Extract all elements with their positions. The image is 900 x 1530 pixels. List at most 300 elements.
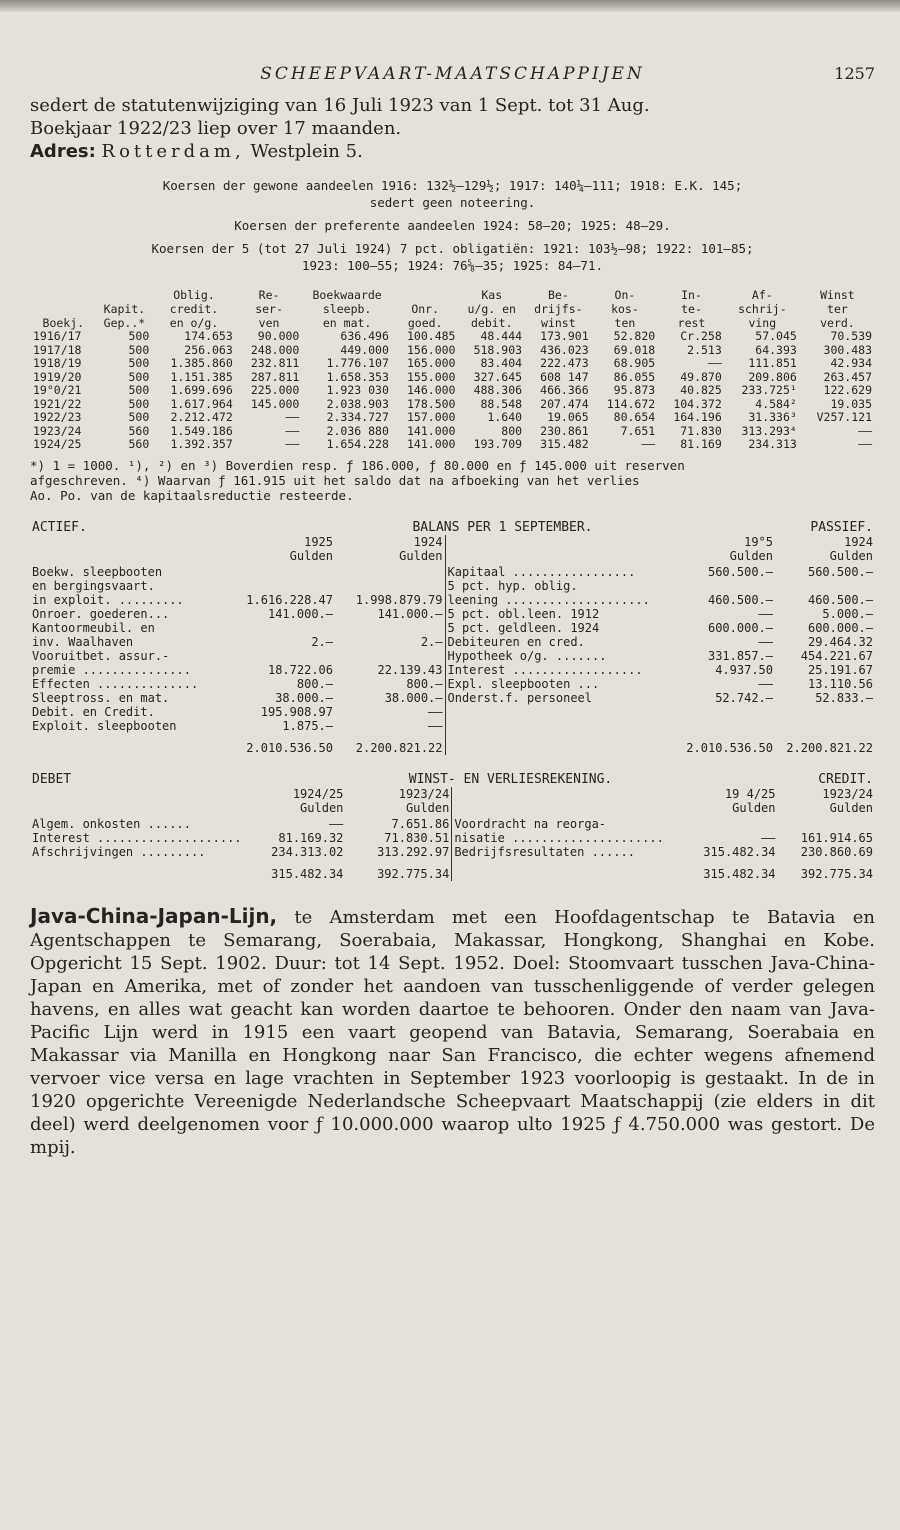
ledger-row: [30, 845, 875, 859]
ledger-amount: [680, 719, 775, 733]
table-cell: 155.000: [407, 369, 456, 384]
table-cell: 234.313: [748, 437, 797, 451]
ledger-amount: 1.616.228.47: [246, 592, 333, 607]
table-cell: 2.513: [687, 342, 722, 357]
ledger-amount: 52.742.—: [715, 690, 773, 705]
ledger-row: [30, 719, 875, 733]
ledger-amount: [230, 565, 335, 579]
ledger-amount: ——: [758, 606, 773, 621]
profit-loss-account: [30, 773, 875, 881]
column-header: Re-: [258, 288, 280, 302]
table-cell: 19.035: [830, 396, 872, 411]
price-quotes: [30, 177, 875, 274]
ledger-amount: 1.998.879.79: [355, 592, 443, 607]
company-name: Java-China-Japan-Lijn,: [30, 903, 278, 928]
footnote: *) 1 = 1000. ¹), ²) en ³) Boverdien resp. ƒ 186.000, ƒ 80.000 en ƒ 145.000 uit reserven: [30, 457, 685, 473]
table-cell: 500: [128, 329, 150, 343]
table-cell: 327.645: [473, 369, 523, 384]
table-cell: 104.372: [673, 396, 722, 411]
ledger-row: [30, 579, 875, 593]
footnotes: [30, 458, 875, 503]
credit-title: CREDIT.: [818, 771, 873, 787]
ledger-row: [30, 691, 875, 705]
ledger-row: [30, 663, 875, 677]
table-cell: ——: [285, 423, 300, 438]
column-header: drijfs-: [534, 302, 583, 316]
column-header: u/g. en: [467, 302, 516, 316]
table-cell: 4.584²: [755, 396, 797, 411]
description-text: te Amsterdam met een Hoofdagentschap te Batavia en Agentschappen te Semarang, Soerabaia, Makassar, Hongkong, Shanghai en Kobe. Opgericht 15 Sept. 1902. Duur: tot 14 Sept. 1952. Doel: Stoomvaart tusschen Java-China-Japan en Amerika, met of zonder het aandoen van tusschenliggende of verder gelegen havens, en alles wat geacht kan worden daartoe te behooren. Onder den naam van Java-Pacific Lijn werd in 1915 een vaart geopend van Batavia, Semarang, Soerabaia en Makassar via Manilla en Hongkong naar San Francisco, die echter wegens afnemend vervoer vice versa en lage vrachten in September 1923 voorloopig is gestaakt. In de in 1920 opgerichte Vereenigde Nederlandsche Scheepvaart Maatschappij (zie elders in dit deel) werd deelgenomen voor ƒ 10.000.000 waarop ulto 1925 ƒ 4.750.000 was gestort. De mpij.: [30, 906, 875, 1158]
total: 2.010.536.50: [686, 740, 773, 755]
column-header: kos-: [611, 302, 639, 316]
ledger-amount: 161.914.65: [800, 830, 873, 845]
table-cell: 500: [128, 410, 150, 424]
year: 1924/25 Gulden: [292, 786, 344, 815]
ledger-row: [30, 817, 875, 831]
ledger-item: in exploit. .........: [32, 592, 184, 607]
table-cell: 156.000: [407, 342, 456, 357]
balance-totals: [30, 733, 875, 755]
table-cell: 1.640: [487, 410, 523, 424]
ledger-amount: 195.908.97: [260, 704, 333, 719]
ledger-amount: [775, 579, 875, 593]
table-cell: 233.725¹: [741, 383, 797, 397]
table-cell: 2.334.727: [326, 410, 389, 424]
column-header: sleepb.: [322, 302, 372, 316]
ledger-amount: [335, 579, 445, 593]
address-city: Rotterdam,: [101, 141, 245, 162]
column-header: rest: [677, 316, 706, 330]
ledger-item: [445, 719, 680, 733]
table-cell: 31.336³: [748, 410, 797, 424]
ledger-item: [445, 705, 680, 719]
table-cell: 174.653: [184, 329, 233, 343]
ledger-item: Vooruitbet. assur.-: [32, 648, 170, 663]
year: 1923/24 Gulden: [398, 786, 450, 815]
intro-line-1: sedert de statutenwijziging van 16 Juli 1923 van 1 Sept. tot 31 Aug.: [30, 95, 650, 116]
column-header: en mat.: [322, 316, 372, 330]
year: 1925 Gulden: [289, 534, 333, 563]
ledger-item: premie ...............: [32, 662, 191, 677]
quote-line: Koersen der preferente aandeelen 1924: 58—20; 1925: 48—29.: [234, 218, 671, 233]
year: 19 4/25 Gulden: [724, 786, 776, 815]
column-header: [97, 288, 153, 302]
table-cell: 71.830: [680, 423, 722, 438]
total: 2.200.821.22: [786, 740, 873, 755]
total: 2.200.821.22: [355, 740, 443, 755]
table-cell: 209.806: [748, 369, 797, 384]
table-cell: 488.306: [473, 383, 523, 397]
table-cell: 164.196: [673, 410, 722, 424]
year: 1924 Gulden: [399, 534, 443, 563]
ledger-amount: 18.722.06: [267, 662, 333, 677]
ledger-amount: 13.110.56: [807, 676, 873, 691]
table-cell: 1919/20: [33, 369, 82, 384]
ledger-amount: 71.830.51: [384, 830, 450, 845]
table-cell: 1924/25: [33, 437, 82, 451]
table-cell: 500: [128, 383, 150, 397]
table-cell: 100.485: [407, 329, 456, 343]
ledger-item: Afschrijvingen .........: [32, 844, 206, 859]
table-cell: 19.065: [547, 410, 589, 424]
column-header: debit.: [470, 316, 513, 330]
scan-edge: [0, 0, 900, 12]
ledger-row: [30, 607, 875, 621]
table-cell: 608 147: [540, 369, 589, 384]
winst-title: WINST- EN VERLIESREKENING.: [408, 771, 613, 787]
balance-title: BALANS PER 1 SEPTEMBER.: [412, 519, 593, 535]
ledger-amount: ——: [758, 634, 773, 649]
ledger-item: 5 pct. hyp. oblig.: [445, 579, 680, 593]
ledger-item: inv. Waalhaven: [32, 634, 134, 649]
ledger-item: en bergingsvaart.: [32, 578, 155, 593]
ledger-item: Debiteuren en cred.: [445, 635, 680, 649]
table-cell: 1.549.186: [170, 423, 233, 438]
column-header: goed.: [407, 316, 443, 330]
ledger-item: Debit. en Credit.: [32, 704, 155, 719]
ledger-amount: 22.139.43: [377, 662, 443, 677]
table-cell: 111.851: [748, 356, 797, 370]
ledger-item: Sleeptross. en mat.: [32, 690, 170, 705]
table-cell: 178.500: [407, 396, 456, 411]
ledger-amount: 38.000.—: [384, 690, 443, 705]
ledger-amount: 5.000.—: [822, 606, 873, 621]
table-cell: 48.444: [480, 329, 523, 343]
table-cell: 141.000: [407, 423, 456, 438]
table-cell: 19°0/21: [33, 383, 82, 397]
table-cell: 1922/23: [33, 410, 82, 424]
winst-year-header: [30, 787, 875, 817]
table-cell: 83.404: [480, 356, 523, 370]
ledger-amount: 315.482.34: [703, 844, 776, 859]
ledger-item: Interest ....................: [32, 830, 242, 845]
ledger-amount: 331.857.—: [707, 648, 773, 663]
table-cell: 2.038.903: [326, 396, 389, 411]
address-label: Adres:: [30, 141, 96, 162]
table-cell: 68.905: [613, 356, 656, 370]
total: 315.482.34: [703, 866, 776, 881]
ledger-amount: [230, 649, 335, 663]
ledger-row: [30, 565, 875, 579]
table-cell: 1.699.696: [170, 383, 233, 397]
column-header: ten: [614, 316, 636, 330]
table-cell: 69.018: [613, 342, 656, 357]
footnote: Ao. Po. van de kapitaalsreductie resteerde.: [30, 487, 354, 503]
table-cell: 70.539: [830, 329, 872, 343]
column-header: Boekj.: [42, 316, 85, 330]
ledger-amount: [680, 705, 775, 719]
ledger-amount: 460.500.—: [707, 592, 773, 607]
ledger-amount: 800.—: [296, 676, 333, 691]
table-cell: 1917/18: [33, 342, 82, 357]
table-row: [30, 330, 875, 344]
total: 315.482.34: [271, 866, 344, 881]
quote-line: Koersen der 5 (tot 27 Juli 1924) 7 pct. obligatiën: 1921: 103½—98; 1922: 101—85; 1923: 100—55; 1924: 76⅝—35; 1925: 84—71.: [151, 241, 754, 273]
table-cell: 7.651: [620, 423, 656, 438]
ledger-item: Kantoormeubil. en: [32, 620, 155, 635]
table-cell: 64.393: [755, 342, 797, 357]
table-cell: 88.548: [480, 396, 523, 411]
column-header: [392, 288, 459, 302]
financial-history-table: [30, 288, 875, 452]
running-title: SCHEEPVAART-MAATSCHAPPIJEN: [260, 64, 645, 84]
table-cell: 500: [128, 369, 150, 384]
intro-line-2: Boekjaar 1922/23 liep over 17 maanden.: [30, 118, 402, 139]
table-row: [30, 384, 875, 398]
table-cell: 42.934: [830, 356, 872, 370]
table-cell: 1923/24: [33, 423, 82, 438]
ledger-amount: 460.500.—: [807, 592, 873, 607]
column-header: [30, 302, 97, 316]
balance-titles: [30, 521, 875, 535]
ledger-amount: 600.000.—: [707, 620, 773, 635]
column-header: ving: [748, 316, 777, 330]
table-cell: 500: [128, 396, 150, 411]
table-cell: 800: [501, 423, 523, 438]
column-header: winst: [541, 316, 576, 330]
ledger-amount: [680, 579, 775, 593]
ledger-amount: [335, 621, 445, 635]
table-cell: 300.483: [823, 342, 872, 357]
table-cell: 287.811: [250, 369, 300, 384]
table-cell: 157.000: [407, 410, 456, 424]
ledger-amount: 560.500.—: [807, 564, 873, 579]
table-cell: 114.672: [606, 396, 656, 411]
column-header: On-: [614, 288, 636, 302]
ledger-amount: 2.—: [311, 634, 333, 649]
ledger-row: [30, 649, 875, 663]
table-cell: 1918/19: [33, 356, 82, 370]
ledger-item: Algem. onkosten ......: [32, 816, 191, 831]
ledger-amount: ——: [428, 704, 443, 719]
table-cell: 263.457: [823, 369, 872, 384]
table-cell: 1.392.357: [170, 437, 233, 451]
column-header: Gep..*: [103, 316, 146, 330]
company-description: [30, 905, 875, 1159]
table-cell: 449.000: [340, 342, 389, 357]
ledger-amount: [230, 621, 335, 635]
ledger-row: [30, 677, 875, 691]
ledger-item: 5 pct. geldleen. 1924: [445, 621, 680, 635]
ledger-item: Hypotheek o/g. .......: [445, 649, 680, 663]
debet-title: DEBET: [32, 771, 72, 787]
table-cell: 1921/22: [33, 396, 82, 411]
table-cell: 52.820: [613, 329, 656, 343]
year: 19°5 Gulden: [729, 534, 773, 563]
table-cell: 230.861: [540, 423, 589, 438]
table-cell: ——: [858, 437, 872, 451]
column-header: Af-: [751, 288, 773, 302]
ledger-item: Boekw. sleepbooten: [32, 564, 163, 579]
ledger-amount: 230.860.69: [800, 844, 873, 859]
table-cell: 2.212.472: [170, 410, 233, 424]
column-header: In-: [681, 288, 702, 302]
ledger-amount: ——: [328, 816, 344, 831]
ledger-row: [30, 593, 875, 607]
table-cell: ——: [858, 423, 872, 438]
table-cell: 313.293⁴: [741, 423, 797, 438]
column-header: Onr.: [411, 302, 440, 316]
table-cell: Cr.258: [680, 329, 722, 343]
table-row: [30, 411, 875, 425]
table-cell: 1.776.107: [326, 356, 389, 370]
ledger-amount: [778, 817, 875, 831]
ledger-item: 5 pct. obl.leen. 1912: [445, 607, 680, 621]
ledger-item: Expl. sleepbooten ...: [445, 677, 680, 691]
table-cell: 560: [128, 437, 150, 451]
table-row: [30, 344, 875, 358]
table-cell: 40.825: [680, 383, 722, 397]
ledger-item: Kapitaal .................: [445, 565, 680, 579]
column-header: ser-: [255, 302, 283, 316]
table-row: [30, 371, 875, 385]
table-cell: 232.811: [250, 356, 300, 370]
table-cell: V257.121: [816, 410, 872, 424]
ledger-amount: 4.937.50: [715, 662, 773, 677]
ledger-amount: 25.191.67: [807, 662, 873, 677]
actief-title: ACTIEF.: [32, 519, 87, 535]
ledger-amount: [775, 705, 875, 719]
ledger-amount: 600.000.—: [807, 620, 873, 635]
ledger-amount: ——: [428, 718, 443, 733]
address-line: [30, 140, 875, 163]
table-cell: 80.654: [613, 410, 656, 424]
ledger-amount: 29.464.32: [807, 634, 873, 649]
table-cell: 1.617.964: [170, 396, 233, 411]
column-header: Kas: [481, 288, 503, 302]
table-cell: 225.000: [250, 383, 300, 397]
table-cell: 1.923 030: [326, 383, 389, 397]
ledger-amount: 141.000.—: [377, 606, 443, 621]
description-paragraph: [30, 905, 875, 1159]
table-cell: ——: [707, 356, 722, 370]
column-header: Kapit.: [103, 302, 146, 316]
column-header: verd.: [820, 316, 855, 330]
ledger-amount: 234.313.02: [271, 844, 344, 859]
table-cell: 81.169: [680, 437, 722, 451]
ledger-item: Onderst.f. personeel: [445, 691, 680, 705]
column-header: Be-: [547, 288, 569, 302]
total: 392.775.34: [800, 866, 873, 881]
ledger-item: Exploit. sleepbooten: [32, 718, 177, 733]
column-header: [30, 288, 97, 302]
ledger-amount: 313.292.97: [377, 844, 450, 859]
ledger-amount: 81.169.32: [278, 830, 344, 845]
page-number: 1257: [834, 64, 875, 83]
table-cell: 315.482: [540, 437, 589, 451]
year: 1924 Gulden: [829, 534, 873, 563]
table-cell: 146.000: [407, 383, 456, 397]
table-cell: 466.366: [540, 383, 589, 397]
table-header-row: [30, 288, 875, 302]
table-cell: 173.901: [540, 329, 589, 343]
page-header: [30, 60, 875, 94]
table-cell: 193.709: [473, 437, 523, 451]
balance-sheet: [30, 521, 875, 755]
table-cell: 1.385.860: [170, 356, 233, 370]
total: 392.775.34: [377, 866, 450, 881]
ledger-item: Voordracht na reorga-: [452, 817, 685, 831]
table-cell: 141.000: [407, 437, 456, 451]
ledger-amount: 141.000.—: [267, 606, 333, 621]
ledger-row: [30, 621, 875, 635]
ledger-amount: 2.—: [420, 634, 443, 649]
ledger-amount: [230, 579, 335, 593]
ledger-amount: 800.—: [406, 676, 443, 691]
ledger-item: Onroer. goederen...: [32, 606, 170, 621]
ledger-amount: ——: [758, 676, 773, 691]
column-header: Winst: [820, 288, 855, 302]
winst-totals: [30, 859, 875, 881]
passief-title: PASSIEF.: [810, 519, 873, 535]
table-cell: 436.023: [540, 342, 589, 357]
table-cell: ——: [285, 410, 300, 424]
ledger-item: nisatie .....................: [452, 831, 685, 845]
ledger-row: [30, 705, 875, 719]
ledger-item: Bedrijfsresultaten ......: [452, 845, 685, 859]
ledger-amount: [335, 565, 445, 579]
table-cell: 636.496: [340, 329, 389, 343]
ledger-amount: 1.875.—: [282, 718, 333, 733]
table-cell: 1.658.353: [326, 369, 389, 384]
ledger-amount: 560.500.—: [707, 564, 773, 579]
table-header-row: [30, 302, 875, 316]
table-cell: 145.000: [250, 396, 300, 411]
balance-year-header: [30, 535, 875, 565]
column-header: te-: [681, 302, 702, 316]
ledger-amount: [775, 719, 875, 733]
ledger-amount: 52.833.—: [815, 690, 873, 705]
table-cell: 1.654.228: [326, 437, 389, 451]
table-cell: 500: [128, 342, 150, 357]
table-cell: 122.629: [823, 383, 872, 397]
column-header: ven: [258, 316, 280, 330]
total: 2.010.536.50: [246, 740, 333, 755]
quote-line: Koersen der gewone aandeelen 1916: 132½—129½; 1917: 140¼—111; 1918: E.K. 145; sedert geen noteering.: [162, 178, 743, 210]
ledger-item: leening ....................: [445, 593, 680, 607]
table-cell: 248.000: [250, 342, 300, 357]
table-row: [30, 438, 875, 452]
ledger-amount: 38.000.—: [275, 690, 333, 705]
table-row: [30, 398, 875, 412]
table-cell: 86.055: [613, 369, 656, 384]
table-cell: 57.045: [755, 329, 797, 343]
ledger-row: [30, 635, 875, 649]
ledger-item: Effecten ..............: [32, 676, 199, 691]
table-cell: 222.473: [540, 356, 589, 370]
table-cell: 95.873: [613, 383, 656, 397]
column-header: Boekwaarde: [312, 288, 382, 302]
table-cell: 165.000: [407, 356, 456, 370]
ledger-amount: 7.651.86: [391, 816, 450, 831]
ledger-row: [30, 831, 875, 845]
intro-block: [30, 94, 875, 163]
table-cell: 2.036 880: [326, 423, 389, 438]
year: 1923/24 Gulden: [822, 786, 873, 815]
table-cell: 49.870: [680, 369, 722, 384]
table-row: [30, 425, 875, 439]
column-header: credit.: [169, 302, 219, 316]
winst-titles: [30, 773, 875, 787]
table-cell: 500: [128, 356, 150, 370]
footnote: afgeschreven. ⁴) Waarvan ƒ 161.915 uit het saldo dat na afboeking van het verlies: [30, 472, 640, 488]
ledger-amount: ——: [761, 830, 776, 845]
table-cell: ——: [641, 437, 656, 451]
table-cell: 256.063: [184, 342, 233, 357]
column-header: ter: [827, 302, 848, 316]
ledger-item: Interest ..................: [445, 663, 680, 677]
ledger-amount: [685, 817, 778, 831]
